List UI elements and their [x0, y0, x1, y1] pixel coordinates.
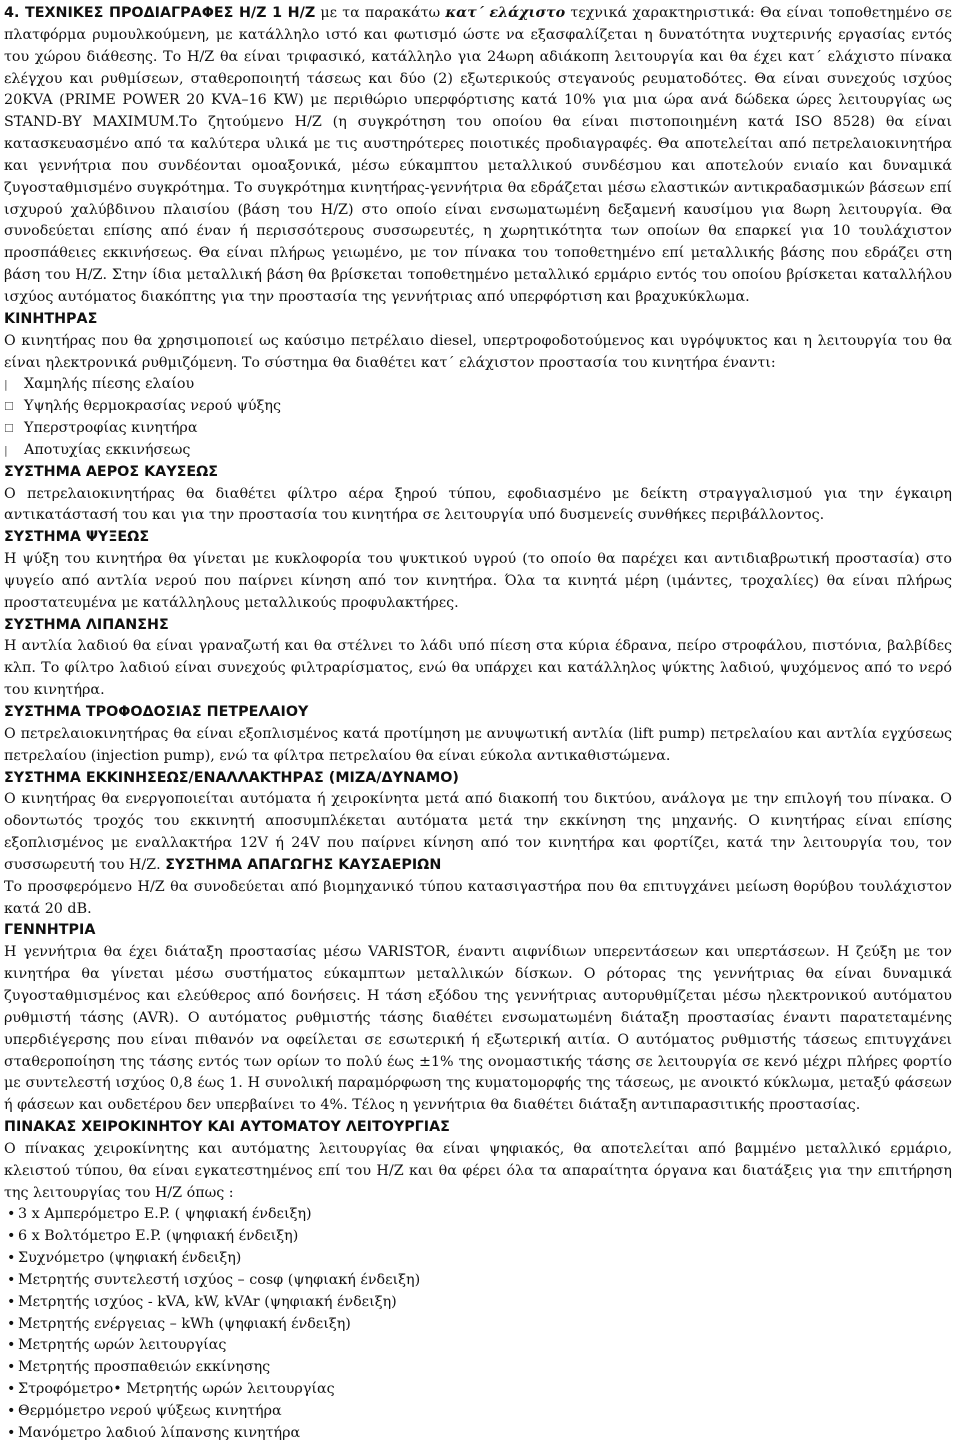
lubrication-heading: ΣΥΣΤΗΜΑ ΛΙΠΑΝΣΗΣ [4, 616, 169, 633]
bullet-icon: • [7, 1293, 16, 1310]
list-marker-icon: | [4, 378, 8, 392]
list-item-label: 3 x Αμπερόμετρο E.P. ( ψηφιακή ένδειξη) [18, 1206, 312, 1223]
lubrication-paragraph: Η αντλία λαδιού θα είναι γραναζωτή και θα στέλνει το λάδι υπό πίεση στα κύρια έδρανα, πείρο στροφάλου, πιστόνια, βαλβίδες κλπ. Το φίλτρο λαδιού είναι συνεχούς φιλτραρίσματος, ενώ θα υπάρχει και κατάλληλος ψύκτης λαδιού, ψυχόμενος από το νερό του κινητήρα. [4, 638, 952, 699]
intro-body: τεχνικά χαρακτηριστικά: Θα είναι τοποθετημένο σε πλατφόρμα ρυμουλκούμενη, με κατάλληλο ιστό και φωτισμό ώστε να εξασφαλίζεται η δυνατότητα νυχτερινής εργασίας εντός του χώρου διάθεσης. Το Η/Ζ θα είναι τριφασικό, κατάλληλο για 24ωρη αδιάκοπη λειτουργία και θα έχει κατ΄ ελάχιστο πίνακα ελέγχου και ρυθμίσεων, σταθεροποιητή τάσεως και δύο (2) εξωτερικούς στεγανούς ρευματοδότες. Θα είναι συνεχούς ισχύος 20KVA (PRIME POWER 20 KVA–16 KW) με περιθώριο υπερφόρτισης κατά 10% για μια ώρα ανά δώδεκα ώρες λειτουργίας ως STAND-BY MAXIMUM.Το ζητούμενο Η/Ζ (η συγκρότηση του οποίου θα είναι πιστοποιημένη κατά ISO 8528) θα είναι κατασκευασμένο από τα καλύτερα υλικά με τις αυστηρότερες ποιοτικές προδιαγραφές. Θα αποτελείται από πετρελαιοκινητήρα και γεννήτρια που συνδέονται ομοαξονικά, μέσω εύκαμπτου μεταλλικού συνδέσμου και αποτελούν ενιαίο και δυναμικά ζυγοσταθμισμένο συγκρότημα. Το συγκρότημα κινητήρας-γεννήτρια θα εδράζεται μέσω ελαστικών αντικραδασμικών βάσεων επί ισχυρού χαλύβδινου πλαισίου (βάση του Η/Ζ) στο οποίο είναι ενσωματωμένη δεξαμενή καυσίμου για 8ωρη λειτουργία. Θα συνοδεύεται επίσης από έναν ή περισσότερους συσσωρευτές, η χωρητικότητα των οποίων θα επαρκεί για 10 τουλάχιστον προσπάθειες εκκινήσεως. Θα είναι πλήρως γειωμένο, με τον πίνακα του τοποθετημένο επί μεταλλικής βάσης που εδράζει στη βάση του Η/Ζ. Στην ίδια μεταλλική βάση θα βρίσκεται τοποθετημένο μεταλλικό ερμάριο εντός του οποίου βρίσκεται καταλλήλου ισχύος αυτόματος διακόπτης για την προστασία της γεννήτριας από υπερφόρτιση και βραχυκύκλωμα. [4, 5, 952, 305]
list-item-label: Στροφόμετρο• Μετρητής ωρών λειτουργίας [18, 1381, 335, 1398]
checkbox-marker-icon: ☐ [4, 400, 14, 414]
bullet-icon: • [7, 1359, 16, 1376]
air-paragraph: Ο πετρελαιοκινητήρας θα διαθέτει φίλτρο αέρα ξηρού τύπου, εφοδιασμένο με δείκτη στραγγαλισμού για την έγκαιρη αντικατάστασή του και για την προστασία του κινητήρα σε λειτουργία υπό δυσμενείς συνθήκες περιβάλλοντος. [4, 485, 952, 524]
list-item [7, 1335, 952, 1357]
intro-paragraph [4, 3, 952, 309]
exhaust-paragraph: Το προσφερόμενο Η/Ζ θα συνοδεύεται από βιομηχανικό τύπου κατασιγαστήρα που θα επιτυγχάνει μείωση θορύβου τουλάχιστον κατά 20 dB. [4, 878, 952, 917]
list-item [7, 1314, 952, 1336]
bullet-icon: • [7, 1250, 16, 1267]
bullet-icon: • [7, 1271, 16, 1288]
list-item [4, 396, 952, 418]
list-item [7, 1357, 952, 1379]
list-item-label: Αποτυχίας εκκινήσεως [24, 441, 191, 458]
section-title: 4. ΤΕΧΝΙΚΕΣ ΠΡΟΔΙΑΓΡΑΦΕΣ Η/Ζ 1 Η/Ζ [4, 5, 316, 21]
list-item-label: 6 x Βολτόμετρο E.P. (ψηφιακή ένδειξη) [18, 1228, 299, 1245]
bullet-icon: • [7, 1424, 16, 1441]
list-item-label: Μετρητής προσπαθειών εκκίνησης [18, 1359, 271, 1376]
list-item [7, 1423, 952, 1445]
list-item [4, 418, 952, 440]
list-item-label: Μετρητής ωρών λειτουργίας [18, 1337, 227, 1354]
generator-heading: ΓΕΝΝΗΤΡΙΑ [4, 922, 96, 939]
list-item-label: Μετρητής ισχύος - kVA, kW, kVAr (ψηφιακή ένδειξη) [18, 1293, 397, 1310]
starting-text: Ο κινητήρας θα ενεργοποιείται αυτόματα ή χειροκίνητα μετά από διακοπή του δικτύου, ανάλογα με την επιλογή του πίνακα. Ο οδοντωτός τροχός του εκκινητή αποσυμπλέκεται αυτόματα μετά την εκκίνηση της μηχανής. Ο κινητήρας είναι επίσης εξοπλισμένος με εναλλακτήρα 12V ή 24V που παίρνει κίνηση από τον κινητήρα και φορτίζει, κατά την λειτουργία του, τον συσσωρευτή του Η/Ζ. [4, 791, 952, 873]
bullet-icon: • [7, 1381, 16, 1398]
section-title-mid: με τα παρακάτω [315, 5, 446, 21]
list-item [7, 1204, 952, 1226]
list-item-label: Χαμηλής πίεσης ελαίου [24, 376, 195, 393]
list-item-label: Μετρητής ενέργειας – kWh (ψηφιακή ένδειξη) [18, 1315, 351, 1332]
fuel-paragraph: Ο πετρελαιοκινητήρας θα είναι εξοπλισμένος κατά προτίμηση με ανυψωτική αντλία (lift pump) πετρελαίου και αντλία εγχύσεως πετρελαίου (injection pump), ενώ τα φίλτρα πετρελαίου θα είναι εύκολα αντικαθιστώμενα. [4, 725, 952, 764]
exhaust-heading: ΣΥΣΤΗΜΑ ΑΠΑΓΩΓΗΣ ΚΑΥΣΑΕΡΙΩΝ [165, 856, 442, 873]
list-item-label: Θερμόμετρο νερού ψύξεως κινητήρα [18, 1403, 282, 1419]
section-title-emphasis: κατ΄ ελάχιστο [445, 5, 566, 21]
air-heading: ΣΥΣΤΗΜΑ ΑΕΡΟΣ ΚΑΥΣΕΩΣ [4, 463, 219, 480]
bullet-icon: • [7, 1337, 16, 1354]
engine-protection-list [4, 374, 952, 461]
list-item [4, 440, 952, 462]
panel-heading: ΠΙΝΑΚΑΣ ΧΕΙΡΟΚΙΝΗΤΟΥ ΚΑΙ ΑΥΤΟΜΑΤΟΥ ΛΕΙΤΟΥΡΓΙΑΣ [4, 1119, 450, 1136]
checkbox-marker-icon: ☐ [4, 422, 14, 436]
bullet-icon: • [7, 1228, 16, 1245]
panel-paragraph: Ο πίνακας χειροκίνητης και αυτόματης λειτουργίας θα είναι ψηφιακός, θα αποτελείται από βαμμένο μεταλλικό ερμάριο, κλειστού τύπου, θα είναι εγκατεστημένος επί του Η/Ζ και θα φέρει όλα τα απαραίτητα όργανα και διατάξεις για την επιτήρηση της λειτουργίας του Η/Ζ όπως : [4, 1140, 952, 1201]
list-item-label: Μανόμετρο λαδιού λίπανσης κινητήρα [18, 1424, 301, 1441]
list-marker-icon: | [4, 443, 8, 457]
starting-paragraph [4, 789, 952, 876]
engine-paragraph: Ο κινητήρας που θα χρησιμοποιεί ως καύσιμο πετρέλαιο diesel, υπερτροφοδοτούμενος και υγρόψυκτος και η λειτουργία του θα είναι ηλεκτρονικά ρυθμιζόμενη. Το σύστημα θα διαθέτει κατ΄ ελάχιστον προστασία του κινητήρα έναντι: [4, 332, 952, 371]
bullet-icon: • [7, 1403, 16, 1419]
generator-paragraph: Η γεννήτρια θα έχει διάταξη προστασίας μέσω VARISTOR, έναντι αιφνίδιων υπερεντάσεων και υπερτάσεων. Η ζεύξη με τον κινητήρα θα γίνεται μέσω συστήματος εύκαμπτων μεταλλικών δίσκων. Ο ρότορας της γεννήτριας θα είναι δυναμικά ζυγοσταθμισμένος και ελεύθερος από δονήσεις. Η τάση εξόδου της γεννήτριας αυτορυθμίζεται μέσω ηλεκτρονικού αυτόματου ρυθμιστή τάσης (AVR). Ο αυτόματος ρυθμιστής τάσης διαθέτει ενσωματωμένη διάταξη προστασίας έναντι παρατεταμένης υπερδιέγερσης που είναι πιθανόν να οφείλεται σε εσωτερική ή εξωτερική αιτία. Ο αυτόματος ρυθμιστής τάσεως επιτυγχάνει σταθεροποίηση της τάσης εντός των ορίων το πολύ έως ±1% της ονομαστικής τάσης σε λειτουργία σε κενό μέχρι πλήρες φορτίο με συντελεστή ισχύος 0,8 έως 1. Η συνολική παραμόρφωση της κυματομορφής της τάσεως, με ανοικτό κύκλωμα, μεταξύ φάσεων ή φάσεων και ουδετέρου δεν υπερβαίνει το 4%. Τέλος η γεννήτρια θα διαθέτει διάταξη αντιπαρασιτικής προστασίας. [4, 944, 952, 1114]
list-item [7, 1270, 952, 1292]
bullet-icon: • [7, 1315, 16, 1332]
cooling-heading: ΣΥΣΤΗΜΑ ΨΥΞΕΩΣ [4, 529, 150, 546]
list-item [7, 1248, 952, 1270]
bullet-icon: • [7, 1206, 16, 1223]
panel-instrument-list [4, 1204, 952, 1444]
list-item [4, 374, 952, 396]
list-item [7, 1292, 952, 1314]
list-item-label: Μετρητής συντελεστή ισχύος – cosφ (ψηφιακή ένδειξη) [18, 1271, 421, 1288]
starting-heading: ΣΥΣΤΗΜΑ ΕΚΚΙΝΗΣΕΩΣ/ΕΝΑΛΛΑΚΤΗΡΑΣ (ΜΙΖΑ/ΔΥΝΑΜΟ) [4, 769, 459, 786]
cooling-paragraph: Η ψύξη του κινητήρα θα γίνεται με κυκλοφορία του ψυκτικού υγρού (το οποίο θα παρέχει και αντιδιαβρωτική προστασία) στο ψυγείο από αντλία νερού που παίρνει κίνηση από τον κινητήρα. Όλα τα κινητά μέρη (ιμάντες, τροχαλίες) θα είναι πλήρως προστατευμένα με κατάλληλους μεταλλικούς προφυλακτήρες. [4, 551, 952, 611]
list-item-label: Συχνόμετρο (ψηφιακή ένδειξη) [18, 1250, 242, 1267]
list-item [7, 1226, 952, 1248]
fuel-heading: ΣΥΣΤΗΜΑ ΤΡΟΦΟΔΟΣΙΑΣ ΠΕΤΡΕΛΑΙΟΥ [4, 704, 309, 720]
list-item-label: Υπερστροφίας κινητήρα [24, 420, 198, 437]
list-item-label: Υψηλής θερμοκρασίας νερού ψύξης [24, 398, 281, 415]
engine-heading: ΚΙΝΗΤΗΡΑΣ [4, 310, 98, 327]
list-item [7, 1379, 952, 1401]
